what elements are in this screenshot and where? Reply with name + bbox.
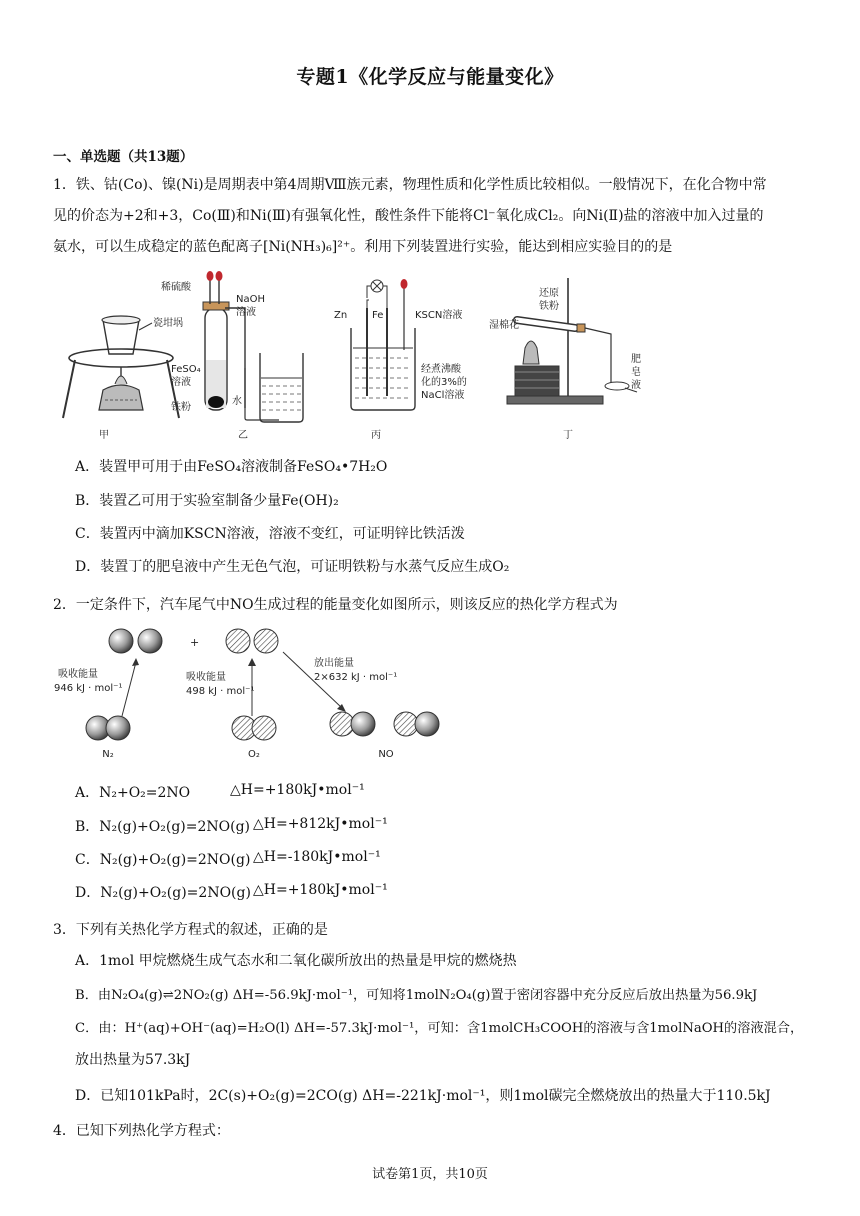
label-absorb-498: 吸收能量 [186, 672, 226, 683]
o2-molecule [252, 716, 276, 740]
apparatus-ding [489, 278, 641, 441]
label-nacl-3: NaCl溶液 [421, 390, 465, 401]
label-fe-electrode: Fe [372, 310, 384, 321]
label-naoh-solution: 溶液 [236, 307, 256, 318]
apparatus-yi [161, 271, 303, 441]
no-molecule [415, 712, 439, 736]
option-d-dh: △H=+180kJ•mol⁻¹ [253, 882, 388, 898]
question-1-line-2: 见的价态为+2和+3，Co(Ⅲ)和Ni(Ⅲ)有强氧化性，酸性条件下能将Cl⁻氧化成Cl₂。向Ni(Ⅱ)盐的溶液中加入过量的 [53, 208, 764, 224]
option-d-equation: D．N₂(g)+O₂(g)=2NO(g) [75, 885, 251, 901]
apparatus-jia [63, 316, 183, 441]
question-1-line-1: 1．铁、钴(Co)、镍(Ni)是周期表中第4周期Ⅷ族元素，物理性质和化学性质比较相似。一般情况下，在化合物中常 [53, 177, 767, 193]
question-3-option-b[interactable]: B．由N₂O₄(g)⇌2NO₂(g) ΔH=-56.9kJ·mol⁻¹，可知将1molN₂O₄(g)置于密闭容器中充分反应后放出热量为56.9kJ [75, 988, 758, 1003]
label-soap-2: 皂 [631, 367, 641, 378]
n2-molecule [106, 716, 130, 740]
energy-diagram [50, 624, 450, 764]
question-4-stem: 4．已知下列热化学方程式： [53, 1123, 230, 1139]
option-a-dh: △H=+180kJ•mol⁻¹ [230, 782, 365, 798]
label-naoh: NaOH [236, 294, 265, 305]
no-molecule [351, 712, 375, 736]
label-reduced-iron-1: 还原 [539, 288, 559, 299]
label-zn: Zn [334, 310, 348, 321]
label-release-value: 2×632 kJ · mol⁻¹ [314, 672, 398, 683]
no-molecule [394, 712, 418, 736]
label-ding: 丁 [563, 430, 573, 441]
label-nacl-2: 化的3%的 [421, 377, 467, 388]
o-atom [254, 629, 278, 653]
label-absorb-946-value: 946 kJ · mol⁻¹ [54, 683, 123, 694]
apparatus-bing [334, 279, 467, 441]
no-molecule [330, 712, 354, 736]
label-kscn: KSCN溶液 [415, 310, 463, 321]
label-o2: O₂ [248, 749, 260, 760]
option-b-equation: B．N₂(g)+O₂(g)=2NO(g) [75, 819, 250, 835]
question-1-stem [53, 170, 813, 263]
label-nacl-1: 经煮沸酸 [421, 364, 461, 375]
label-bing: 丙 [371, 430, 381, 441]
page-footer: 试卷第1页，共10页 [372, 1167, 488, 1182]
arrow-absorb-n2 [122, 662, 136, 716]
label-iron-powder: 铁粉 [171, 402, 191, 413]
apparatus-figure [55, 268, 655, 446]
label-soap-1: 肥 [631, 354, 641, 365]
question-1-line-3: 氨水，可以生成稳定的蓝色配离子[Ni(NH₃)₆]²⁺。利用下列装置进行实验，能达到相应实验目的的是 [53, 239, 673, 255]
question-3-stem: 3．下列有关热化学方程式的叙述，正确的是 [53, 922, 328, 938]
label-soap-3: 液 [631, 380, 641, 391]
question-1-option-d[interactable]: D．装置丁的肥皂液中产生无色气泡，可证明铁粉与水蒸气反应生成O₂ [75, 559, 510, 575]
label-crucible: 瓷坩埚 [153, 318, 183, 329]
page-title: 专题1《化学反应与能量变化》 [296, 66, 564, 88]
option-c-equation: C．N₂(g)+O₂(g)=2NO(g) [75, 852, 251, 868]
question-3-option-a[interactable]: A．1mol 甲烷燃烧生成气态水和二氧化碳所放出的热量是甲烷的燃烧热 [75, 953, 517, 969]
label-water: 水 [232, 396, 242, 407]
plus-sign: + [190, 636, 200, 649]
label-absorb-946: 吸收能量 [58, 669, 98, 680]
question-3-option-c-cont: 放出热量为57.3kJ [75, 1052, 191, 1068]
question-3-option-c[interactable]: C．由：H⁺(aq)+OH⁻(aq)=H₂O(l) ΔH=-57.3kJ·mol⁻¹，可知：含1molCH₃COOH的溶液与含1molNaOH的溶液混合， [75, 1021, 804, 1036]
question-3-option-d[interactable]: D．已知101kPa时，2C(s)+O₂(g)=2CO(g) ΔH=-221kJ·mol⁻¹，则1mol碳完全燃烧放出的热量大于110.5kJ [75, 1088, 771, 1104]
option-a-equation: A．N₂+O₂=2NO [75, 785, 191, 801]
n-atom [138, 629, 162, 653]
label-absorb-498-value: 498 kJ · mol⁻¹ [186, 686, 255, 697]
question-1-option-b[interactable]: B．装置乙可用于实验室制备少量Fe(OH)₂ [75, 493, 339, 509]
question-2-option-c[interactable] [75, 849, 825, 869]
question-2-option-b[interactable] [75, 816, 825, 836]
label-no: NO [378, 749, 394, 760]
label-dilute-acid: 稀硫酸 [161, 282, 191, 293]
label-jia: 甲 [99, 430, 109, 441]
label-feso4: FeSO₄ [171, 364, 201, 375]
question-2-option-d[interactable] [75, 882, 825, 902]
n-atom [109, 629, 133, 653]
section-heading: 一、单选题（共13题） [53, 149, 194, 165]
label-wet-cotton: 湿棉花 [489, 320, 519, 331]
option-b-dh: △H=+812kJ•mol⁻¹ [253, 816, 388, 832]
question-1-option-a[interactable]: A．装置甲可用于由FeSO₄溶液制备FeSO₄•7H₂O [75, 459, 388, 475]
option-c-dh: △H=-180kJ•mol⁻¹ [253, 849, 381, 865]
question-1-option-c[interactable]: C．装置丙中滴加KSCN溶液，溶液不变红，可证明锌比铁活泼 [75, 526, 465, 542]
label-release: 放出能量 [314, 658, 354, 669]
question-2-stem: 2．一定条件下，汽车尾气中NO生成过程的能量变化如图所示，则该反应的热化学方程式为 [53, 597, 618, 613]
question-2-option-a[interactable] [75, 782, 825, 802]
label-feso4-solution: 溶液 [171, 377, 191, 388]
label-n2: N₂ [102, 749, 114, 760]
o-atom [226, 629, 250, 653]
label-reduced-iron-2: 铁粉 [539, 301, 559, 312]
label-yi: 乙 [238, 430, 248, 441]
